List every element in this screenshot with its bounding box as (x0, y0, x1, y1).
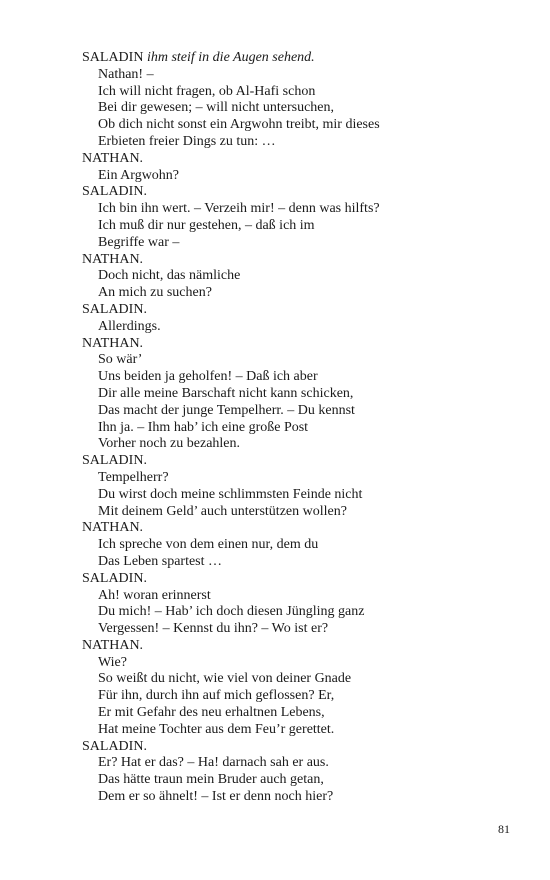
stage-direction: ihm steif in die Augen sehend. (146, 50, 315, 65)
verse-line: Erbieten freier Dings zu tun: … (98, 133, 276, 149)
verse-line: Du mich! – Hab’ ich doch diesen Jüngling ganz (98, 604, 365, 620)
verse-line: Ob dich nicht sonst ein Argwohn treibt, mir dieses (98, 117, 380, 133)
speaker-line (82, 252, 522, 269)
verse-line: Er? Hat er das? – Ha! darnach sah er aus. (98, 755, 329, 771)
play-text (82, 50, 522, 806)
speaker-name: SALADIN. (82, 453, 147, 469)
speaker-name: SALADIN. (82, 570, 147, 586)
speaker-name: SALADIN (82, 50, 144, 65)
speaker-name: SALADIN. (82, 184, 147, 200)
verse-line: Das macht der junge Tempelherr. – Du kennst (98, 402, 355, 418)
verse-line: Vergessen! – Kennst du ihn? – Wo ist er? (98, 621, 329, 637)
verse-line: Nathan! – (98, 66, 154, 82)
verse-line: Ich bin ihn wert. – Verzeih mir! – denn was hilfts? (98, 201, 380, 217)
verse-line: Er mit Gefahr des neu erhaltnen Lebens, (98, 705, 325, 721)
verse-line: Für ihn, durch ihn auf mich geflossen? Er, (98, 688, 335, 704)
verse-line: Ah! woran erinnerst (98, 587, 211, 603)
speaker-line (82, 453, 522, 470)
verse-line: So wär’ (98, 352, 143, 368)
speaker-name: NATHAN. (82, 251, 144, 267)
speaker-line (82, 638, 522, 655)
verse-line: Tempelherr? (98, 469, 169, 485)
verse-line: Uns beiden ja geholfen! – Daß ich aber (98, 369, 318, 385)
verse-line: Das Leben spartest … (98, 553, 223, 569)
speaker-name: NATHAN. (82, 637, 144, 653)
verse-line: Ich will nicht fragen, ob Al-Hafi schon (98, 83, 316, 99)
verse-line: Du wirst doch meine schlimmsten Feinde nicht (98, 486, 363, 502)
speaker-name: NATHAN. (82, 520, 144, 536)
verse-line: Ich muß dir nur gestehen, – daß ich im (98, 217, 315, 233)
speaker-line (82, 302, 522, 319)
speaker-line (82, 520, 522, 537)
page-number: 81 (498, 822, 510, 836)
speaker-line (82, 151, 522, 168)
speaker-name: SALADIN. (82, 738, 147, 754)
verse-line: Begriffe war – (98, 234, 180, 250)
verse-line: Ich spreche von dem einen nur, dem du (98, 537, 319, 553)
verse-line: An mich zu suchen? (98, 285, 212, 301)
verse-line: Wie? (98, 654, 127, 670)
verse-line: Allerdings. (98, 318, 161, 334)
speaker-line (82, 336, 522, 353)
verse-line: Mit deinem Geld’ auch unterstützen wollen? (98, 503, 347, 519)
verse-line: Das hätte traun mein Bruder auch getan, (98, 772, 324, 788)
verse-line: So weißt du nicht, wie viel von deiner Gnade (98, 671, 352, 687)
speaker-line (82, 184, 522, 201)
speaker-line (82, 50, 522, 67)
speaker-name: NATHAN. (82, 150, 144, 166)
speaker-line (82, 739, 522, 756)
verse-line: Dem er so ähnelt! – Ist er denn noch hier? (98, 789, 334, 805)
verse-line: Dir alle meine Barschaft nicht kann schicken, (98, 385, 354, 401)
verse-line: Doch nicht, das nämliche (98, 268, 241, 284)
speaker-name: NATHAN. (82, 335, 144, 351)
verse-line: Ihn ja. – Ihm hab’ ich eine große Post (98, 419, 309, 435)
speaker-line (82, 571, 522, 588)
verse-line: Hat meine Tochter aus dem Feu’r gerettet. (98, 721, 335, 737)
speaker-name: SALADIN. (82, 301, 147, 317)
verse-line: Ein Argwohn? (98, 167, 180, 183)
verse-line: Bei dir gewesen; – will nicht untersuchen, (98, 100, 334, 116)
verse-line: Vorher noch zu bezahlen. (98, 436, 241, 452)
